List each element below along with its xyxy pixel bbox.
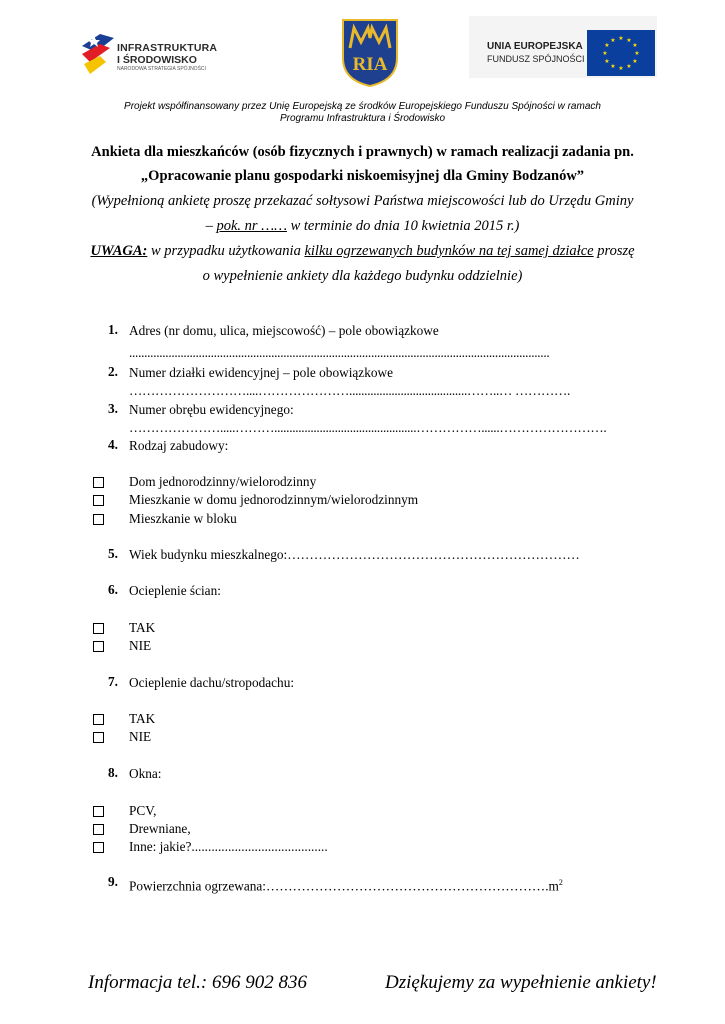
option-windows-pcv-label: PCV, — [129, 803, 157, 818]
svg-text:★: ★ — [618, 65, 624, 72]
question-5-label[interactable]: Wiek budynku mieszkalnego:………………………………………………………… — [129, 547, 580, 562]
svg-text:★: ★ — [618, 35, 624, 42]
svg-text:★: ★ — [610, 37, 616, 44]
question-4-number: 4. — [108, 437, 118, 452]
option-dom-label: Dom jednorodzinny/wielorodzinny — [129, 474, 317, 489]
option-mieszkanie-blok-label: Mieszkanie w bloku — [129, 511, 237, 526]
checkbox-windows-pcv[interactable] — [93, 806, 104, 817]
logo-is-line3: NARODOWA STRATEGIA SPÓJNOŚCI — [117, 66, 206, 72]
instruction-deadline: w terminie do dnia 10 kwietnia 2015 r.) — [286, 218, 520, 234]
question-8-number: 8. — [108, 765, 118, 780]
option-roof-tak-label: TAK — [129, 711, 156, 726]
svg-text:★: ★ — [632, 58, 638, 65]
eu-logo-line1: UNIA EUROPEJSKA — [487, 41, 583, 52]
eu-logo-line2: FUNDUSZ SPÓJNOŚCI — [487, 54, 585, 64]
checkbox-windows-wood[interactable] — [93, 824, 104, 835]
checkbox-dom[interactable] — [93, 477, 104, 488]
svg-text:★: ★ — [632, 42, 638, 49]
survey-subtitle: „Opracowanie planu gospodarki niskoemisyjnej dla Gminy Bodzanów” — [140, 168, 585, 184]
checkbox-mieszkanie-blok[interactable] — [93, 514, 104, 525]
svg-text:★: ★ — [626, 37, 632, 44]
question-5-number: 5. — [108, 546, 118, 561]
question-9-number: 9. — [108, 874, 118, 889]
checkbox-roof-tak[interactable] — [93, 714, 104, 725]
logo-is-line1: INFRASTRUKTURA — [117, 42, 218, 54]
infrastruktura-logo — [80, 26, 230, 78]
question-7-number: 7. — [108, 674, 118, 689]
instruction-dash: – — [205, 218, 217, 234]
svg-text:★: ★ — [604, 42, 610, 49]
checkbox-walls-tak[interactable] — [93, 623, 104, 634]
flag-star-icon — [80, 28, 116, 78]
question-1-answer-field[interactable]: ........................................................................................................................................... — [129, 345, 550, 360]
checkbox-windows-other[interactable] — [93, 842, 104, 853]
warning-label: UWAGA: — [90, 243, 148, 259]
question-9-label[interactable] — [129, 874, 563, 895]
warning-line-2: o wypełnienie ankiety dla każdego budynku oddzielnie) — [202, 268, 523, 284]
svg-text:★: ★ — [610, 63, 616, 70]
warning-text-pre: w przypadku użytkowania — [147, 243, 305, 259]
checkbox-walls-nie[interactable] — [93, 641, 104, 652]
question-2-answer-field[interactable]: ………………………....………………….......................................……..… …………. — [129, 383, 571, 398]
question-6-label: Ocieplenie ścian: — [129, 583, 221, 598]
question-4-label: Rodzaj zabudowy: — [129, 438, 229, 453]
warning-text-post: proszę — [593, 243, 635, 259]
footer-thanks: Dziękujemy za wypełnienie ankiety! — [385, 972, 657, 993]
cofinance-line-2: Programu Infrastruktura i Środowisko — [279, 113, 446, 124]
checkbox-roof-nie[interactable] — [93, 732, 104, 743]
instruction-line-2 — [0, 214, 725, 238]
option-mieszkanie-dom-label: Mieszkanie w domu jednorodzinnym/wielorodzinnym — [129, 492, 419, 507]
option-windows-wood-label: Drewniane, — [129, 821, 191, 836]
question-3-answer-field[interactable]: ………………….....………...............................................……………......……………………. — [129, 420, 607, 435]
question-8-label: Okna: — [129, 766, 162, 781]
question-2-label: Numer działki ewidencyjnej – pole obowiązkowe — [129, 365, 394, 380]
svg-text:★: ★ — [626, 63, 632, 70]
svg-text:★: ★ — [604, 58, 610, 65]
question-2-number: 2. — [108, 364, 118, 379]
instruction-line-1: (Wypełnioną ankietę proszę przekazać sołtysowi Państwa miejscowości lub do Urzędu Gminy — [91, 193, 634, 209]
question-3-number: 3. — [108, 401, 118, 416]
checkbox-mieszkanie-dom[interactable] — [93, 495, 104, 506]
question-9-text: Powierzchnia ogrzewana:……………………………………………………….m — [129, 878, 559, 894]
question-1-label: Adres (nr domu, ulica, miejscowość) – pole obowiązkowe — [129, 323, 439, 338]
survey-title: Ankieta dla mieszkańców (osób fizycznych i prawnych) w ramach realizacji zadania pn. — [91, 144, 634, 160]
option-windows-other-label[interactable]: Inne: jakie?......................................... — [129, 839, 328, 854]
cofinance-line-1: Projekt współfinansowany przez Unię Europejską ze środków Europejskiego Funduszu Spójności w ramach — [124, 101, 601, 112]
option-walls-nie-label: NIE — [129, 638, 152, 653]
question-6-number: 6. — [108, 582, 118, 597]
svg-text:★: ★ — [634, 50, 640, 57]
footer-phone-info: Informacja tel.: 696 902 836 — [88, 972, 308, 993]
municipal-crest-logo — [341, 18, 399, 88]
room-number: pok. nr …… — [216, 218, 287, 234]
crest-letters: RIA — [352, 54, 388, 75]
svg-text:★: ★ — [602, 50, 608, 57]
warning-line-1 — [0, 239, 725, 263]
question-7-label: Ocieplenie dachu/stropodachu: — [129, 675, 295, 690]
eu-flag-icon — [587, 30, 655, 76]
logo-is-line2: I ŚRODOWISKO — [117, 54, 197, 66]
option-roof-nie-label: NIE — [129, 729, 152, 744]
question-1-number: 1. — [108, 322, 118, 337]
option-walls-tak-label: TAK — [129, 620, 156, 635]
question-3-label: Numer obrębu ewidencyjnego: — [129, 402, 294, 417]
eu-cohesion-fund-logo — [469, 16, 657, 78]
area-unit-superscript: 2 — [558, 878, 563, 887]
warning-underlined: kilku ogrzewanych budynków na tej samej działce — [304, 243, 594, 259]
